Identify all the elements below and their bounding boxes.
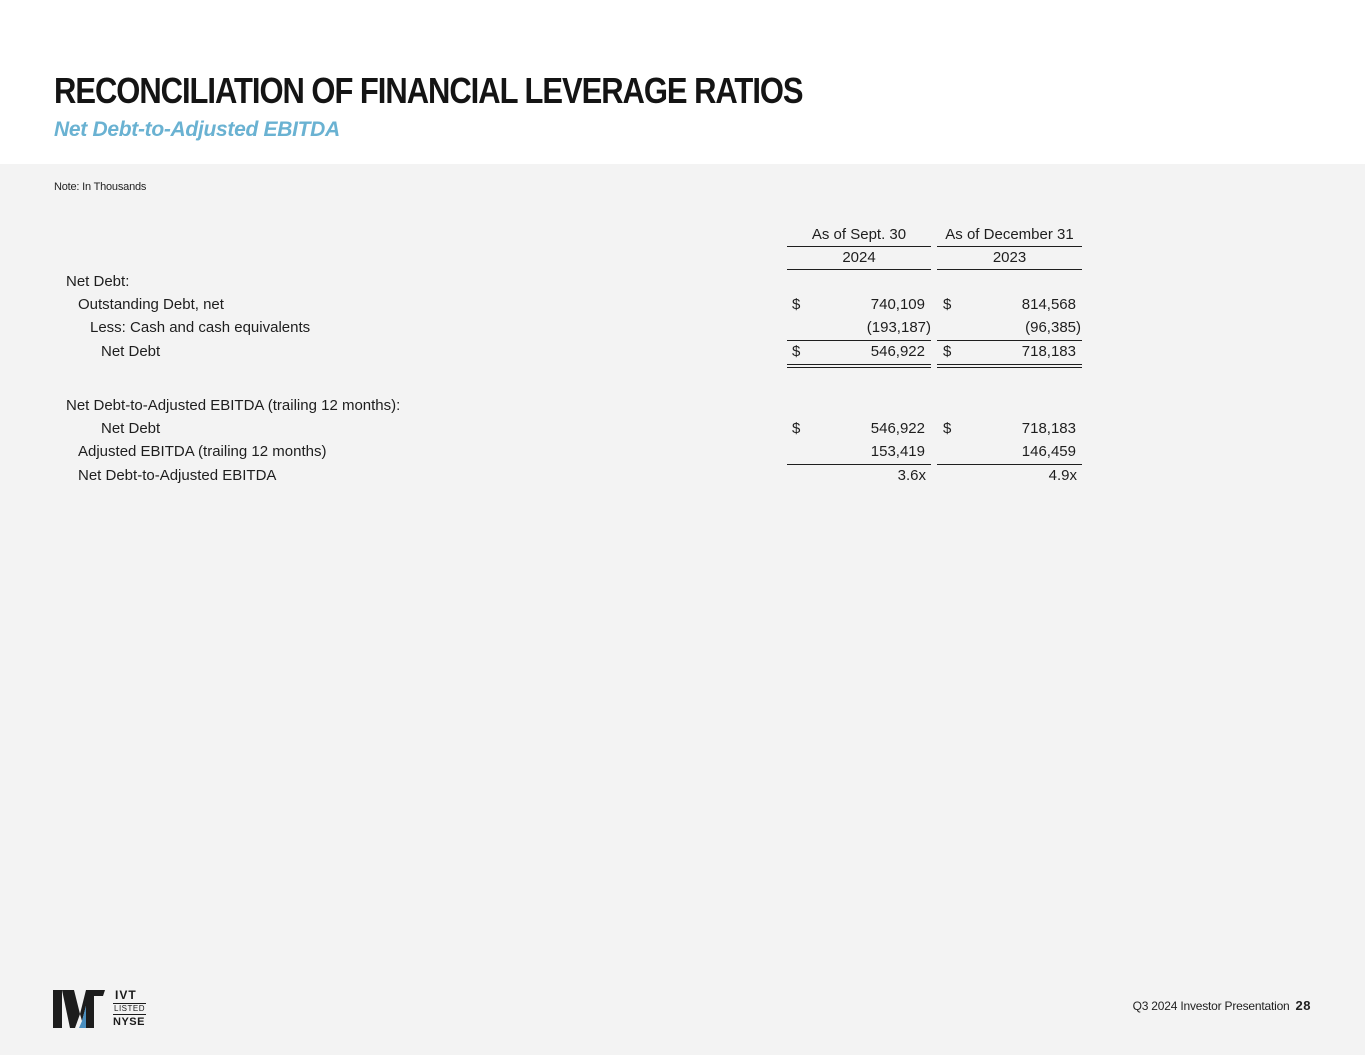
row-label-ratio: Net Debt-to-Adjusted EBITDA [78,467,277,484]
col1-heading: As of Sept. 30 [811,226,907,243]
row-label-adjusted-ebitda: Adjusted EBITDA (trailing 12 months) [78,443,327,460]
value-ratio-2024: 3.6x [897,467,926,484]
total-double-rule [787,364,931,368]
currency-symbol: $ [792,296,801,313]
row-label-net-debt: Net Debt [101,343,161,360]
col1-heading-rule [787,246,931,247]
currency-symbol: $ [943,420,952,437]
footer-caption [1133,998,1311,1013]
currency-symbol: $ [943,343,952,360]
currency-symbol: $ [792,420,801,437]
page-subtitle: Net Debt-to-Adjusted EBITDA [54,118,340,141]
col1-year-rule [787,269,931,270]
row-label-net-debt-2: Net Debt [101,420,161,437]
company-logo [53,988,153,1030]
col2-year-rule [937,269,1082,270]
page-title: RECONCILIATION OF FINANCIAL LEVERAGE RATIOS [54,70,803,111]
logo-listed: LISTED [114,1004,146,1013]
value-outstanding-debt-2024: 740,109 [870,296,925,313]
page-number: 28 [1295,998,1311,1013]
logo-mark-icon [53,988,107,1030]
currency-symbol: $ [792,343,801,360]
col2-heading: As of December 31 [945,226,1074,243]
col2-year: 2023 [992,249,1027,266]
section-heading-ratio: Net Debt-to-Adjusted EBITDA (trailing 12 months): [66,397,401,414]
subtotal-rule [787,340,931,341]
section-heading-net-debt: Net Debt: [66,273,130,290]
value-adjusted-ebitda-2024: 153,419 [870,443,925,460]
value-ratio-2023: 4.9x [1048,467,1077,484]
value-less-cash-2023: (96,385) [1025,319,1081,336]
value-adjusted-ebitda-2023: 146,459 [1021,443,1076,460]
value-less-cash-2024: (193,187) [866,319,931,336]
ratio-rule [937,464,1082,465]
col1-year: 2024 [842,249,876,266]
row-label-less-cash: Less: Cash and cash equivalents [90,319,311,336]
value-net-debt-2024: 546,922 [870,343,925,360]
row-label-outstanding-debt: Outstanding Debt, net [78,296,224,313]
total-double-rule [937,364,1082,368]
logo-ticker: IVT [115,988,137,1002]
value-net-debt-2-2024: 546,922 [870,420,925,437]
value-outstanding-debt-2023: 814,568 [1021,296,1076,313]
ratio-rule [787,464,931,465]
value-net-debt-2-2023: 718,183 [1021,420,1076,437]
col2-heading-rule [937,246,1082,247]
subtotal-rule [937,340,1082,341]
currency-symbol: $ [943,296,952,313]
logo-exchange: NYSE [113,1016,145,1028]
value-net-debt-2023: 718,183 [1021,343,1076,360]
header-band [0,0,1365,164]
presentation-name: Q3 2024 Investor Presentation [1132,999,1290,1013]
units-note: Note: In Thousands [54,181,147,193]
